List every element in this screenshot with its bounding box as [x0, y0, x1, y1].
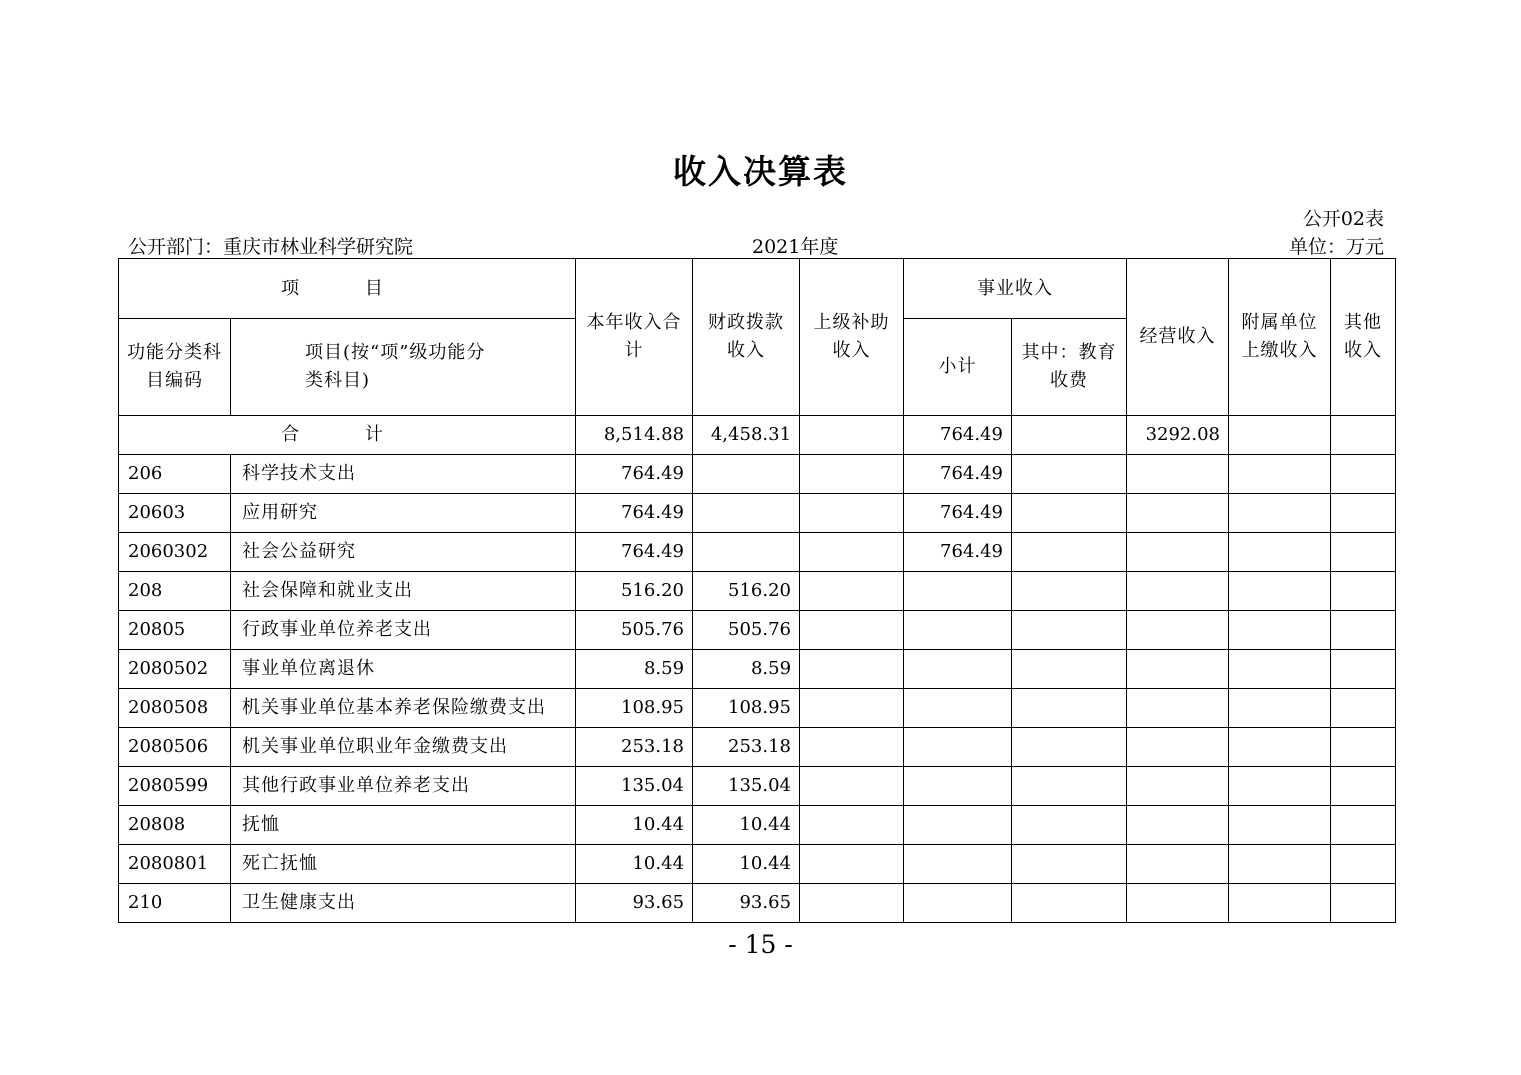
header-item-name: 项目(按“项”级功能分类科目): [231, 319, 576, 416]
row-edu-fee: [1012, 689, 1127, 728]
row-total: 108.95: [576, 689, 693, 728]
row-name: 应用研究: [231, 494, 576, 533]
row-code: 20603: [119, 494, 231, 533]
total-row-edu-fee: [1012, 416, 1127, 455]
row-fiscal: 93.65: [693, 884, 800, 923]
row-edu-fee: [1012, 728, 1127, 767]
row-other: [1331, 650, 1396, 689]
row-fiscal: 10.44: [693, 845, 800, 884]
row-total: 10.44: [576, 845, 693, 884]
row-affiliated: [1229, 650, 1331, 689]
row-affiliated: [1229, 767, 1331, 806]
row-superior: [800, 767, 904, 806]
row-total: 253.18: [576, 728, 693, 767]
row-total: 505.76: [576, 611, 693, 650]
row-superior: [800, 845, 904, 884]
header-total: 本年收入合计: [576, 259, 693, 416]
row-edu-fee: [1012, 611, 1127, 650]
row-operating: [1127, 689, 1229, 728]
header-other: 其他收入: [1331, 259, 1396, 416]
row-code: 2080508: [119, 689, 231, 728]
table-row: [119, 806, 1396, 845]
row-operating: [1127, 884, 1229, 923]
table-row: [119, 611, 1396, 650]
row-affiliated: [1229, 884, 1331, 923]
row-total: 764.49: [576, 455, 693, 494]
table-row: [119, 533, 1396, 572]
row-subtotal: [904, 884, 1012, 923]
row-code: 206: [119, 455, 231, 494]
row-fiscal: [693, 494, 800, 533]
row-fiscal: 8.59: [693, 650, 800, 689]
row-edu-fee: [1012, 884, 1127, 923]
row-edu-fee: [1012, 650, 1127, 689]
row-affiliated: [1229, 494, 1331, 533]
total-row-fiscal: 4,458.31: [693, 416, 800, 455]
row-edu-fee: [1012, 845, 1127, 884]
row-total: 764.49: [576, 533, 693, 572]
row-other: [1331, 728, 1396, 767]
page-number: - 15 -: [728, 930, 793, 959]
header-fiscal: 财政拨款收入: [693, 259, 800, 416]
row-superior: [800, 533, 904, 572]
row-other: [1331, 572, 1396, 611]
row-edu-fee: [1012, 806, 1127, 845]
row-name: 社会公益研究: [231, 533, 576, 572]
row-fiscal: 253.18: [693, 728, 800, 767]
table-row: [119, 767, 1396, 806]
row-subtotal: [904, 728, 1012, 767]
row-operating: [1127, 650, 1229, 689]
row-other: [1331, 533, 1396, 572]
row-other: [1331, 494, 1396, 533]
row-superior: [800, 650, 904, 689]
row-name: 社会保障和就业支出: [231, 572, 576, 611]
row-other: [1331, 845, 1396, 884]
row-subtotal: 764.49: [904, 455, 1012, 494]
row-code: 2080801: [119, 845, 231, 884]
row-other: [1331, 455, 1396, 494]
header-subtotal: 小计: [904, 319, 1012, 416]
row-other: [1331, 884, 1396, 923]
table-row: [119, 455, 1396, 494]
total-row-total: 8,514.88: [576, 416, 693, 455]
row-affiliated: [1229, 728, 1331, 767]
row-affiliated: [1229, 806, 1331, 845]
row-name: 行政事业单位养老支出: [231, 611, 576, 650]
total-row-other: [1331, 416, 1396, 455]
row-operating: [1127, 611, 1229, 650]
row-edu-fee: [1012, 533, 1127, 572]
row-subtotal: 764.49: [904, 533, 1012, 572]
table-row: [119, 845, 1396, 884]
row-edu-fee: [1012, 494, 1127, 533]
row-total: 93.65: [576, 884, 693, 923]
row-superior: [800, 611, 904, 650]
form-number: 公开02表: [1302, 208, 1384, 230]
row-code: 2080599: [119, 767, 231, 806]
row-name: 机关事业单位基本养老保险缴费支出: [231, 689, 576, 728]
row-subtotal: [904, 689, 1012, 728]
row-edu-fee: [1012, 767, 1127, 806]
row-subtotal: [904, 650, 1012, 689]
row-name: 机关事业单位职业年金缴费支出: [231, 728, 576, 767]
row-other: [1331, 611, 1396, 650]
department-label: 公开部门：重庆市林业科学研究院: [128, 236, 414, 258]
row-affiliated: [1229, 533, 1331, 572]
row-superior: [800, 806, 904, 845]
row-total: 764.49: [576, 494, 693, 533]
total-row-subtotal: 764.49: [904, 416, 1012, 455]
row-code: 2080502: [119, 650, 231, 689]
row-code: 20805: [119, 611, 231, 650]
table-row: [119, 884, 1396, 923]
header-func-code: 功能分类科目编码: [119, 319, 231, 416]
row-affiliated: [1229, 611, 1331, 650]
row-fiscal: 135.04: [693, 767, 800, 806]
row-code: 210: [119, 884, 231, 923]
header-operating: 经营收入: [1127, 259, 1229, 416]
row-operating: [1127, 728, 1229, 767]
row-operating: [1127, 533, 1229, 572]
row-operating: [1127, 455, 1229, 494]
table-row: [119, 572, 1396, 611]
total-row-affiliated: [1229, 416, 1331, 455]
row-fiscal: 516.20: [693, 572, 800, 611]
row-edu-fee: [1012, 572, 1127, 611]
unit-label: 单位：万元: [1288, 236, 1384, 258]
row-superior: [800, 572, 904, 611]
header-project: 项 目: [119, 259, 576, 319]
row-name: 抚恤: [231, 806, 576, 845]
table-row: [119, 494, 1396, 533]
header-superior: 上级补助收入: [800, 259, 904, 416]
row-total: 135.04: [576, 767, 693, 806]
row-other: [1331, 806, 1396, 845]
table-row: [119, 650, 1396, 689]
row-affiliated: [1229, 689, 1331, 728]
row-fiscal: 505.76: [693, 611, 800, 650]
row-fiscal: [693, 533, 800, 572]
row-superior: [800, 728, 904, 767]
row-affiliated: [1229, 845, 1331, 884]
row-operating: [1127, 767, 1229, 806]
row-superior: [800, 494, 904, 533]
row-subtotal: [904, 806, 1012, 845]
header-affiliated: 附属单位上缴收入: [1229, 259, 1331, 416]
income-final-accounts-table: [118, 258, 1396, 923]
row-affiliated: [1229, 572, 1331, 611]
row-operating: [1127, 494, 1229, 533]
row-superior: [800, 884, 904, 923]
row-name: 死亡抚恤: [231, 845, 576, 884]
page-title: 收入决算表: [673, 152, 848, 191]
row-operating: [1127, 806, 1229, 845]
total-row-superior: [800, 416, 904, 455]
row-code: 20808: [119, 806, 231, 845]
row-total: 10.44: [576, 806, 693, 845]
header-business: 事业收入: [904, 259, 1127, 319]
total-row-operating: 3292.08: [1127, 416, 1229, 455]
total-row-label: 合 计: [119, 416, 576, 455]
row-code: 2080506: [119, 728, 231, 767]
row-code: 2060302: [119, 533, 231, 572]
row-operating: [1127, 572, 1229, 611]
row-other: [1331, 767, 1396, 806]
row-subtotal: [904, 611, 1012, 650]
row-fiscal: [693, 455, 800, 494]
row-subtotal: [904, 845, 1012, 884]
header-edu-fee: 其中：教育收费: [1012, 319, 1127, 416]
row-name: 事业单位离退休: [231, 650, 576, 689]
table-row: [119, 689, 1396, 728]
row-superior: [800, 455, 904, 494]
row-code: 208: [119, 572, 231, 611]
row-edu-fee: [1012, 455, 1127, 494]
table-row: [119, 728, 1396, 767]
fiscal-year: 2021年度: [752, 236, 839, 258]
row-name: 其他行政事业单位养老支出: [231, 767, 576, 806]
row-total: 8.59: [576, 650, 693, 689]
row-subtotal: [904, 767, 1012, 806]
row-operating: [1127, 845, 1229, 884]
row-fiscal: 108.95: [693, 689, 800, 728]
row-other: [1331, 689, 1396, 728]
row-superior: [800, 689, 904, 728]
row-fiscal: 10.44: [693, 806, 800, 845]
row-subtotal: [904, 572, 1012, 611]
row-total: 516.20: [576, 572, 693, 611]
row-affiliated: [1229, 455, 1331, 494]
total-row: [119, 416, 1396, 455]
row-subtotal: 764.49: [904, 494, 1012, 533]
row-name: 卫生健康支出: [231, 884, 576, 923]
row-name: 科学技术支出: [231, 455, 576, 494]
